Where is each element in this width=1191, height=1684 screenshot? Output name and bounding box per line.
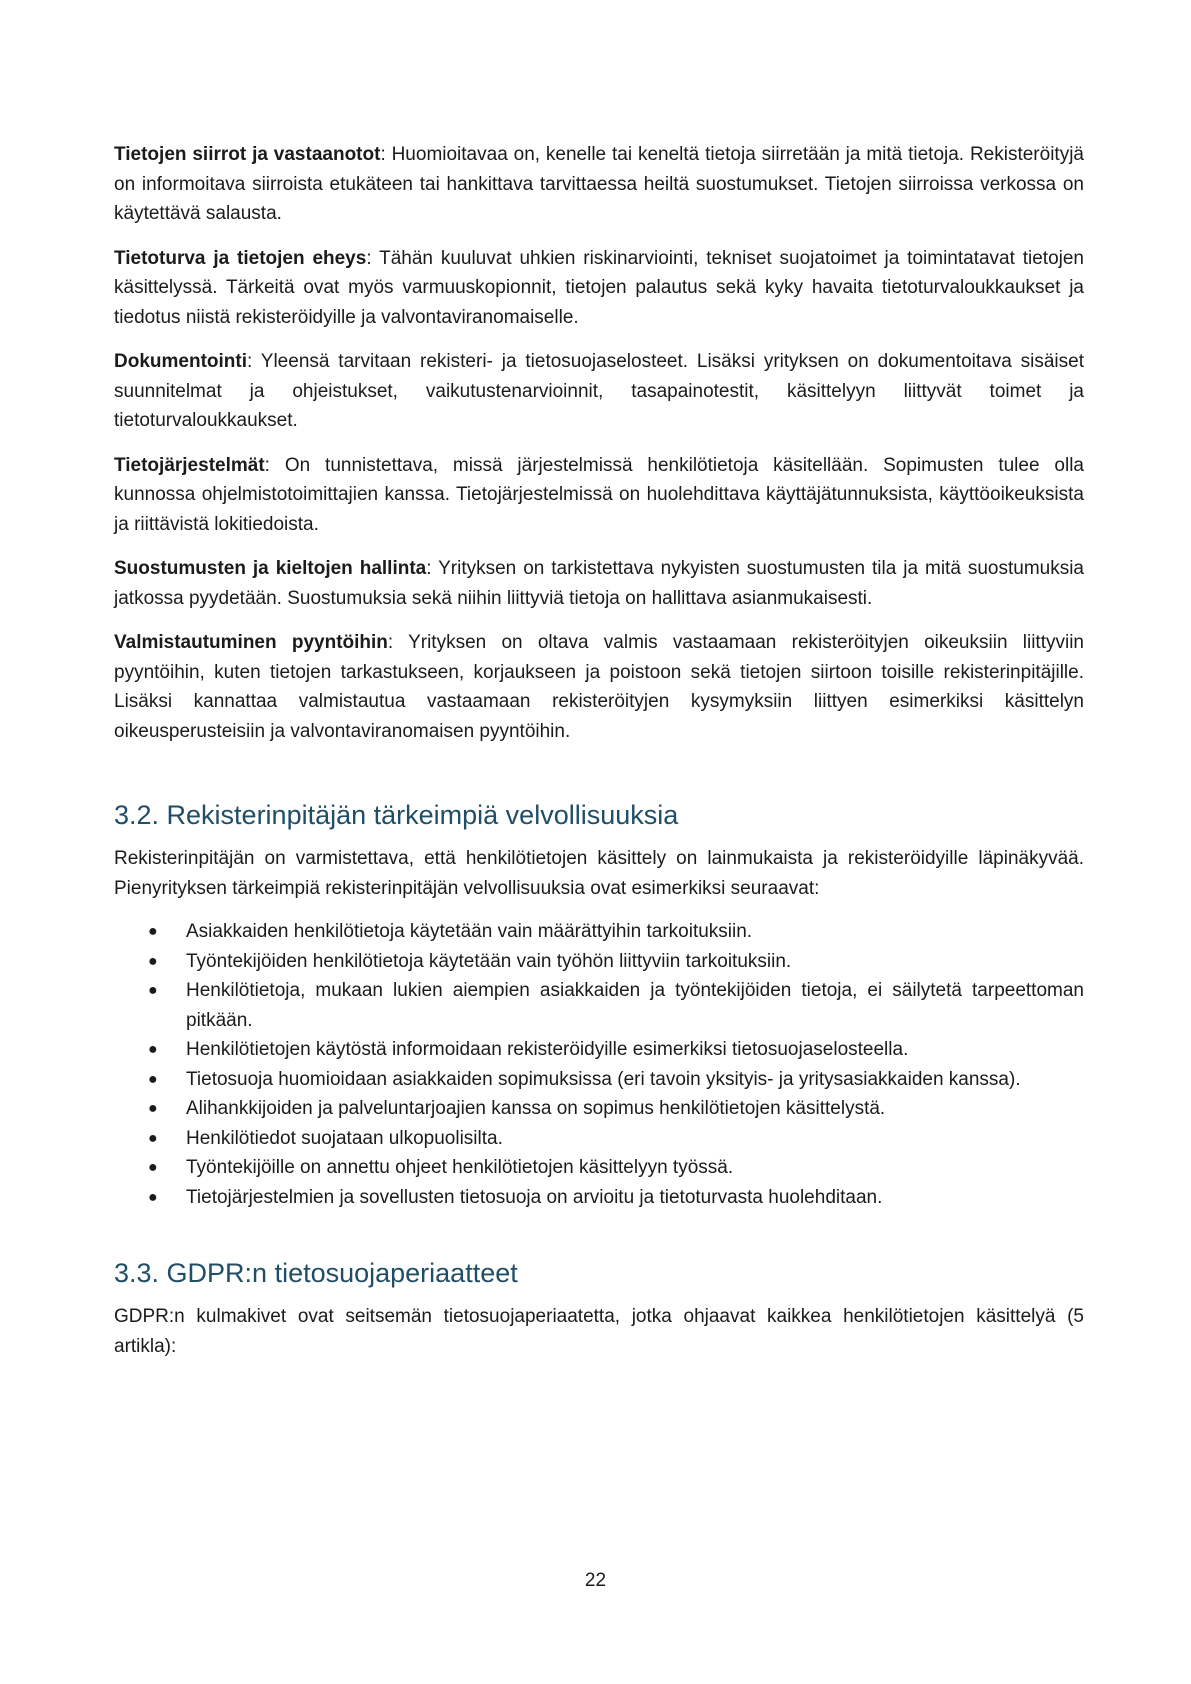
list-item [114, 976, 1084, 1035]
section-intro: GDPR:n kulmakivet ovat seitsemän tietosuojaperiaatetta, jotka ohjaavat kaikkea henkilötietojen käsittelyä (5 artikla): [114, 1306, 1084, 1357]
list-item [114, 1035, 1084, 1065]
bullet-icon: ● [148, 923, 158, 940]
paragraph-term: Dokumentointi [114, 351, 247, 372]
paragraph-text: : Tähän kuuluvat uhkien riskinarviointi, tekniset suojatoimet ja toimintatavat tietojen käsittelyssä. Tärkeitä ovat myös varmuuskopionnit, tietojen palautus sekä kyky havaita tietoturvaloukkaukset ja tiedotus niistä rekisteröidyille ja valvontaviranomaiselle. [114, 247, 1085, 328]
paragraph-request-preparation [114, 628, 1084, 746]
paragraph-text: : Yleensä tarvitaan rekisteri- ja tietosuojaselosteet. Lisäksi yrityksen on dokumentoitava sisäiset suunnitelmat ja ohjeistukset, vaikutustenarvioinnit, tasapainotestit, käsittelyyn liittyvät toimet ja tietoturvaloukkaukset. [114, 351, 1084, 431]
section-heading-gdpr-principles: 3.3. GDPR:n tietosuojaperiaatteet [114, 1258, 518, 1288]
list-item [114, 1124, 1084, 1154]
paragraph-term: Tietojärjestelmät [114, 454, 265, 476]
list-item [114, 1065, 1084, 1095]
list-item-text: Työntekijöiden henkilötietoja käytetään vain työhön liittyviin tarkoituksiin. [186, 950, 792, 972]
paragraph-security-integrity [114, 244, 1084, 333]
bullet-icon: ● [148, 1188, 158, 1206]
paragraph-consent-management [114, 554, 1084, 613]
paragraph-data-transfers [114, 140, 1084, 229]
list-item [114, 917, 1084, 947]
paragraph-term: Valmistautuminen pyyntöihin [114, 632, 388, 653]
list-item [114, 1183, 1084, 1213]
list-item-text: Asiakkaiden henkilötietoja käytetään vain määrättyihin tarkoituksiin. [186, 921, 753, 942]
page-content [114, 140, 1084, 1361]
bullet-icon: ● [148, 1129, 158, 1147]
paragraph-term: Suostumusten ja kieltojen hallinta [114, 558, 427, 579]
list-item-text: Tietojärjestelmien ja sovellusten tietosuoja on arvioitu ja tietoturvasta huolehditaan. [186, 1186, 883, 1208]
list-item-text: Tietosuoja huomioidaan asiakkaiden sopimuksissa (eri tavoin yksityis- ja yritysasiakkaiden kanssa). [186, 1068, 1021, 1090]
list-item-text: Työntekijöille on annettu ohjeet henkilötietojen käsittelyyn työssä. [186, 1157, 734, 1178]
list-item [114, 1153, 1084, 1183]
section-heading-controller-obligations: 3.2. Rekisterinpitäjän tärkeimpiä velvollisuuksia [114, 800, 679, 830]
list-item-text: Henkilötiedot suojataan ulkopuolisilta. [186, 1127, 503, 1149]
list-item-text: Henkilötietoja, mukaan lukien aiempien asiakkaiden ja työntekijöiden tietoja, ei säilytetä tarpeettoman pitkään. [186, 980, 1084, 1031]
bullet-icon: ● [148, 1041, 158, 1058]
section-intro: Rekisterinpitäjän on varmistettava, että henkilötietojen käsittely on lainmukaista ja rekisteröidyille läpinäkyvää. Pienyrityksen tärkeimpiä rekisterinpitäjän velvollisuuksia ovat esimerkiksi seuraavat: [114, 848, 1084, 899]
paragraph-information-systems [114, 451, 1084, 540]
paragraph-text: : On tunnistettava, missä järjestelmissä henkilötietoja käsitellään. Sopimusten tulee olla kunnossa ohjelmistotoimittajien kanssa. Tietojärjestelmissä on huolehdittava käyttäjätunnuksista, käyttöoikeuksista ja riittävistä lokitiedoista. [114, 454, 1084, 535]
paragraph-text: : Huomioitavaa on, kenelle tai keneltä tietoja siirretään ja mitä tietoja. Rekisteröityjä on informoitava siirroista etukäteen tai hankittava tarvittaessa heiltä suostumukset. Tietojen siirroissa verkossa on käytettävä salausta. [114, 144, 1084, 224]
obligations-list [114, 917, 1084, 1212]
paragraph-term: Tietojen siirrot ja vastaanotot [114, 144, 381, 165]
paragraph-documentation [114, 347, 1084, 436]
paragraph-term: Tietoturva ja tietojen eheys [114, 247, 367, 269]
list-item-text: Henkilötietojen käytöstä informoidaan rekisteröidyille esimerkiksi tietosuojaselosteella. [186, 1039, 909, 1060]
page-number: 22 [584, 1570, 607, 1591]
paragraph-text: : Yrityksen on oltava valmis vastaamaan rekisteröityjen oikeuksiin liittyviin pyyntöihin, kuten tietojen tarkastukseen, korjaukseen ja poistoon sekä tietojen siirtoon toisille rekisterinpitäjille. Lisäksi kannattaa valmistautua vastaamaan rekisteröityjen kysymyksiin liittyen esimerkiksi käsittelyn oikeusperusteisiin ja valvontaviranomaisen pyyntöihin. [114, 632, 1084, 742]
bullet-icon: ● [148, 982, 158, 999]
list-item [114, 947, 1084, 977]
list-item [114, 1094, 1084, 1124]
bullet-icon: ● [148, 1100, 158, 1117]
list-item-text: Alihankkijoiden ja palveluntarjoajien kanssa on sopimus henkilötietojen käsittelystä. [186, 1098, 886, 1119]
bullet-icon: ● [148, 952, 158, 970]
bullet-icon: ● [148, 1159, 158, 1176]
bullet-icon: ● [148, 1070, 158, 1088]
paragraph-text: : Yrityksen on tarkistettava nykyisten suostumusten tila ja mitä suostumuksia jatkossa pyydetään. Suostumuksia sekä niihin liittyviä tietoja on hallittava asianmukaisesti. [114, 558, 1084, 609]
